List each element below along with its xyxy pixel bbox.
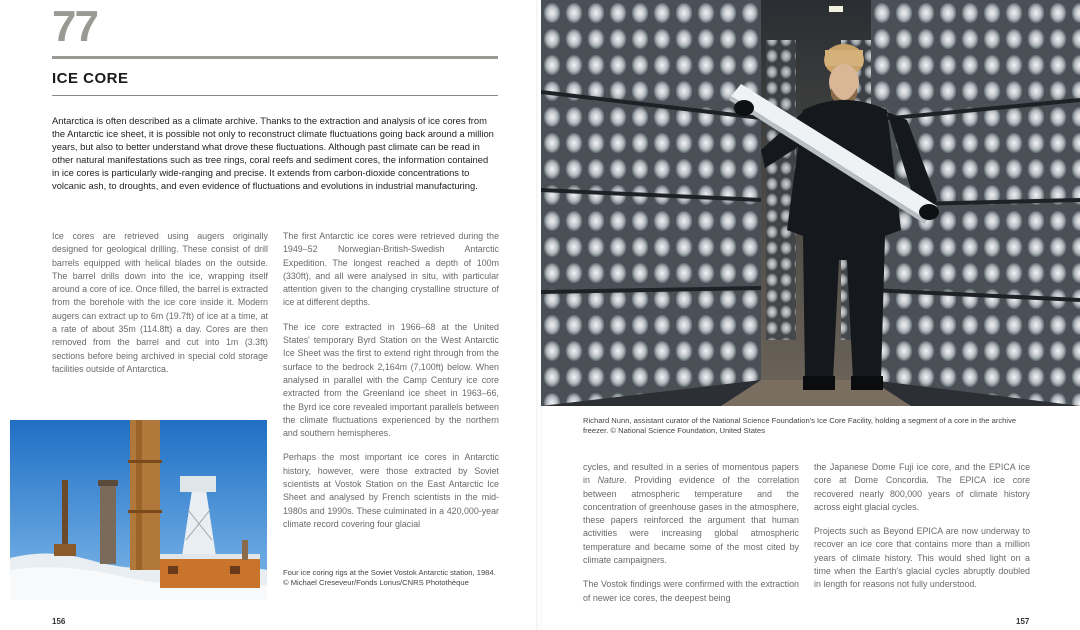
- body-column-1: [52, 230, 268, 387]
- body-column-2: [283, 230, 499, 542]
- chapter-number: 77: [52, 2, 97, 51]
- body-column-3: [583, 461, 799, 616]
- body-paragraph: the Japanese Dome Fuji ice core, and the EPICA ice core at Dome Concordia. The EPICA ice core recovered nearly 800,000 years of climate history across eight glacial cycles.: [814, 462, 1030, 512]
- ice-core-facility-photo: [541, 0, 1080, 406]
- body-paragraph: Perhaps the most important ice cores in Antarctic history, however, were those extracted by Soviet scientists at Vostok Station on the East Antarctic Ice Sheet and analysed by French scientists in the mid-1980s and 1990s. These culminated in a 420,000-year climate record covering four glacial: [283, 452, 499, 529]
- vostok-rigs-illustration: [10, 420, 267, 600]
- journal-name: Nature: [597, 475, 625, 486]
- chapter-title: ICE CORE: [52, 70, 129, 87]
- body-paragraph: The first Antarctic ice cores were retrieved during the 1949–52 Norwegian-British-Swedish Antarctic Expedition. The longest reached a depth of 100m (330ft), and all were analysed in situ, with particular attention given to the changing crystalline structure of ice at different depths.: [283, 231, 499, 308]
- chapter-rule: [52, 56, 498, 59]
- body-column-4: [814, 461, 1030, 603]
- left-photo-caption: Four ice coring rigs at the Soviet Vostok Antarctic station, 1984. © Michael Creseveur/Fonds Lorius/CNRS Photothèque: [283, 568, 496, 587]
- vostok-rigs-photo: [10, 420, 267, 600]
- text-run: . Providing evidence of the correlation between atmospheric temperature and the concentration of greenhouse gases in the atmosphere, these papers reinforced the argument that human activities were increasing global atmospheric temperature and became some of the most cited by climate campaigners.: [583, 475, 799, 566]
- body-paragraph: The ice core extracted in 1966–68 at the United States' temporary Byrd Station on the West Antarctic Ice Sheet was the first to extend right through from the surface to the bedrock 2,164m (7,100ft) below. When analysed in parallel with the Camp Century ice core extracted from the Greenland ice sheet in 1963–66, the Byrd ice core revealed important parallels between the climate fluctuations experienced by the northern and southern hemispheres.: [283, 321, 499, 439]
- title-rule: [52, 95, 498, 96]
- body-paragraph: Ice cores are retrieved using augers originally designed for geological drilling. These consist of drill barrels equipped with helical blades on the outside. The barrel drills down into the ice, wrapping itself around a core of ice. Once filled, the barrel is extracted from the borehole with the ice core inside it. Modern augers can extract up to 6m (19.7ft) of ice at a time, at a rate of about 35m (114.8ft) a day. Cores are then removed from the barrel and cut into 1m (3.3ft) sections before being archived in special cold storage facilities outside of Antarctica.: [52, 231, 268, 374]
- page-number-right: 157: [1016, 617, 1030, 626]
- intro-paragraph: Antarctica is often described as a climate archive. Thanks to the extraction and analysis of ice cores from the Antarctic ice sheet, it is possible not only to reconstruct climate fluctuations going back around a million years, but also to better understand what drove these fluctuations. Although past climate can be read in other natural manifestations such as tree rings, coral reefs and sediment cores, the information contained in ice cores is particularly wide-ranging and precise. It extends from carbon-dioxide concentrations to volcanic ash, to droughts, and even evidence of fluctuations and evolutions in industrial manufacturing.: [52, 115, 494, 192]
- body-paragraph: The Vostok findings were confirmed with the extraction of newer ice cores, the deepest being: [583, 579, 799, 603]
- text-run: cycles, and resulted in a series of momentous papers in: [583, 462, 799, 486]
- ice-core-facility-illustration: [541, 0, 1080, 406]
- right-photo-caption: Richard Nunn, assistant curator of the National Science Foundation's Ice Core Facility, holding a segment of a core in the archive freezer. © National Science Foundation, United States: [583, 416, 1017, 435]
- body-paragraph: Projects such as Beyond EPICA are now underway to recover an ice core that contains more than a million years of climate history. This would shed light on a time when the Earth's glacial cycles abruptly doubled in length for reasons not fully understood.: [814, 526, 1030, 590]
- page-number-left: 156: [52, 617, 66, 626]
- body-paragraph: [583, 461, 799, 567]
